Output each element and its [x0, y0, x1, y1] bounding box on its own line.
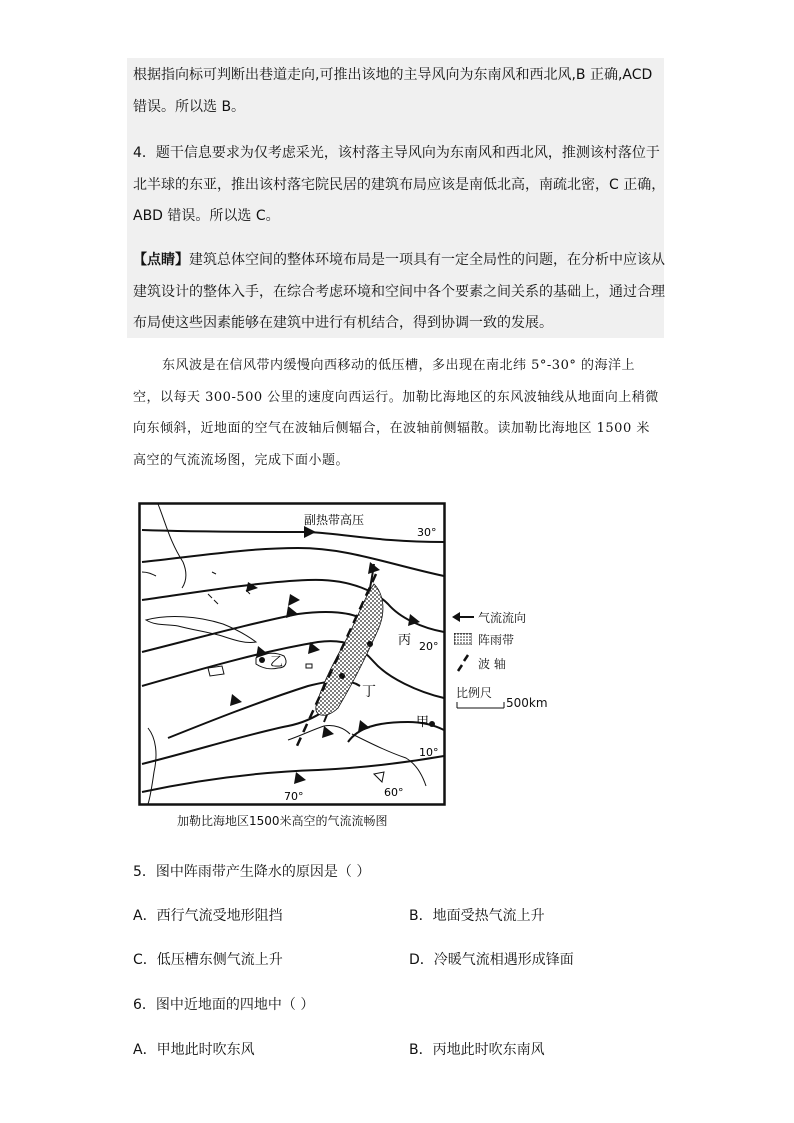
- text-line: 根据指向标可判断出巷道走向,可推出该地的主导风向为东南风和西北风,B 正确,ACD: [133, 67, 653, 83]
- text-line: 空，以每天 300-500 公里的速度向西运行。加勒比海地区的东风波轴线从地面向上稍微: [133, 390, 659, 405]
- question-stem: 6．图中近地面的四地中（ ）: [133, 997, 315, 1013]
- text-line: 建筑设计的整体入手，在综合考虑环境和空间中各个要素之间关系的基础上，通过合理: [133, 284, 665, 300]
- point-jia: [429, 721, 435, 727]
- legend-rainband-icon: [454, 633, 472, 645]
- option-b[interactable]: B．地面受热气流上升: [409, 908, 545, 924]
- legend-wave-axis: 波 轴: [478, 657, 506, 671]
- label-yi: 乙: [270, 655, 284, 670]
- option-d[interactable]: D．冷暖气流相遇形成锋面: [409, 952, 574, 968]
- text-line: [133, 251, 665, 269]
- tip-text: 建筑总体空间的整体环境布局是一项具有一定全局性的问题，在分析中应该从: [189, 252, 665, 268]
- label-lon-70: 70°: [284, 790, 304, 803]
- label-ding: 丁: [362, 684, 376, 700]
- text-line: 错误。所以选 B。: [133, 99, 246, 115]
- label-subtropical-high: 副热带高压: [304, 513, 365, 527]
- text-line: 4．题干信息要求为仅考虑采光，该村落主导风向为东南风和西北风，推测该村落位于: [133, 145, 660, 161]
- legend-scale-label: 比例尺: [456, 686, 493, 700]
- option-a[interactable]: A．西行气流受地形阻挡: [133, 908, 283, 924]
- label-jia: 甲: [416, 715, 430, 730]
- option-b[interactable]: B．丙地此时吹东南风: [409, 1042, 545, 1058]
- point-yi: [259, 657, 265, 663]
- airflow-map: [138, 502, 446, 806]
- text-line: ABD 错误。所以选 C。: [133, 208, 280, 224]
- tip-label: 【点睛】: [133, 252, 189, 268]
- option-a[interactable]: A．甲地此时吹东风: [133, 1042, 255, 1058]
- legend-airflow: 气流流向: [478, 611, 527, 625]
- legend-scale-bar: [456, 700, 508, 710]
- label-bing: 丙: [398, 633, 412, 648]
- legend-arrow-icon: [452, 610, 474, 624]
- text-line: 向东倾斜，近地面的空气在波轴后侧辐合，在波轴前侧辐散。读加勒比海地区 1500 米: [133, 421, 650, 436]
- label-lat-30: 30°: [417, 526, 437, 539]
- label-lon-60: 60°: [384, 786, 404, 799]
- text-line: 高空的气流流场图，完成下面小题。: [133, 453, 350, 468]
- legend-wave-axis-icon: [456, 654, 470, 672]
- label-lat-20: 20°: [419, 640, 439, 653]
- legend-rainband: 阵雨带: [478, 633, 515, 647]
- text-line: 东风波是在信风带内缓慢向西移动的低压槽，多出现在南北纬 5°-30° 的海洋上: [162, 358, 635, 373]
- option-c[interactable]: C．低压槽东侧气流上升: [133, 952, 283, 968]
- question-stem: 5．图中阵雨带产生降水的原因是（ ）: [133, 864, 371, 880]
- figure-caption: 加勒比海地区1500米高空的气流流畅图: [177, 814, 388, 828]
- legend-scale-value: 500km: [506, 696, 548, 710]
- airflow-map-svg: [138, 502, 446, 806]
- point-bing: [367, 641, 373, 647]
- point-ding: [339, 673, 345, 679]
- text-line: 布局使这些因素能够在建筑中进行有机结合，得到协调一致的发展。: [133, 315, 553, 331]
- text-line: 北半球的东亚，推出该村落宅院民居的建筑布局应该是南低北高，南疏北密，C 正确，: [133, 177, 666, 193]
- label-lat-10: 10°: [419, 746, 439, 759]
